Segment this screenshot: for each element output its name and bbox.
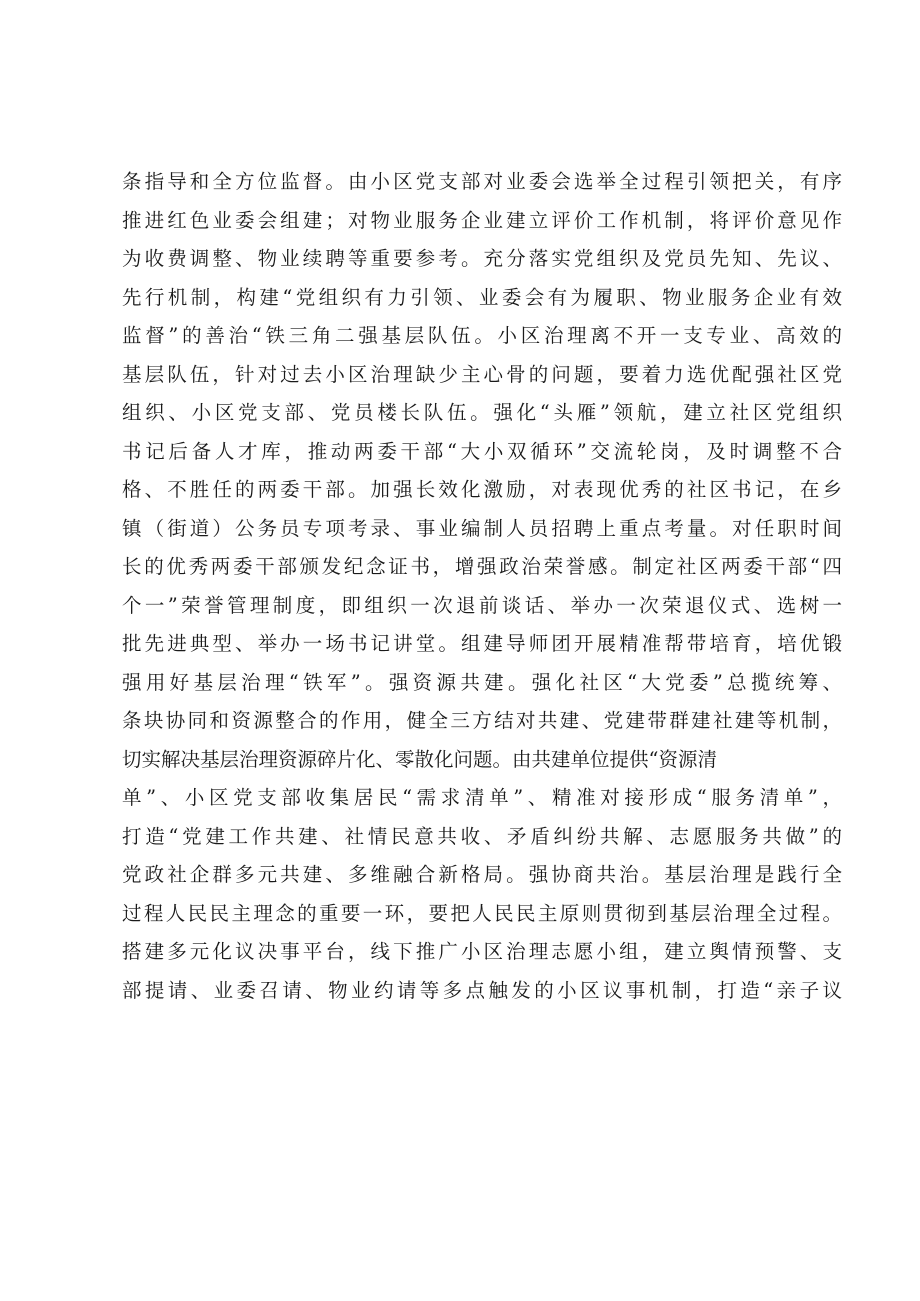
text-line: 组织、小区党支部、党员楼长队伍。强化“头雁”领航，建立社区党组织 [122, 401, 842, 424]
text-line: 推进红色业委会组建；对物业服务企业建立评价工作机制，将评价意见作 [122, 208, 842, 232]
text-line: 打造“党建工作共建、社情民意共收、矛盾纠纷共解、志愿服务共做”的 [122, 824, 842, 848]
text-line: 镇（街道）公务员专项考录、事业编制人员招聘上重点考量。对任职时间 [122, 516, 842, 540]
text-line: 部提请、业委召请、物业约请等多点触发的小区议事机制，打造“亲子议 [122, 978, 842, 1002]
text-line: 监督”的善治“铁三角二强基层队伍。小区治理离不开一支专业、高效的 [122, 324, 842, 347]
text-line: 为收费调整、物业续聘等重要参考。充分落实党组织及党员先知、先议、 [122, 247, 842, 270]
text-line: 书记后备人才库，推动两委干部“大小双循环”交流轮岗，及时调整不合 [122, 439, 842, 463]
text-line: 个一”荣誉管理制度，即组织一次退前谈话、举办一次荣退仪式、选树一 [122, 593, 842, 617]
text-line: 切实解决基层治理资源碎片化、零散化问题。由共建单位提供“资源清 [122, 747, 717, 771]
text-line: 先行机制，构建“党组织有力引领、业委会有为履职、物业服务企业有效 [122, 285, 842, 309]
text-line: 基层队伍，针对过去小区治理缺少主心骨的问题，要着力选优配强社区党 [122, 362, 842, 386]
text-line: 条指导和全方位监督。由小区党支部对业委会选举全过程引领把关，有序 [122, 170, 842, 193]
text-line: 格、不胜任的两委干部。加强长效化激励，对表现优秀的社区书记，在乡 [122, 478, 842, 501]
text-line: 长的优秀两委干部颁发纪念证书，增强政治荣誉感。制定社区两委干部“四 [122, 555, 842, 578]
text-line: 强用好基层治理“铁军”。强资源共建。强化社区“大党委”总揽统筹、 [122, 670, 842, 694]
text-line: 搭建多元化议决事平台，线下推广小区治理志愿小组，建立舆情预警、支 [122, 940, 842, 963]
text-line: 批先进典型、举办一场书记讲堂。组建导师团开展精准帮带培育，培优锻 [122, 632, 842, 655]
text-line: 条块协同和资源整合的作用，健全三方结对共建、党建带群建社建等机制， [122, 709, 842, 732]
body-paragraph [122, 163, 842, 1010]
text-line: 党政社企群多元共建、多维融合新格局。强协商共治。基层治理是践行全 [122, 863, 842, 886]
text-line: 单”、小区党支部收集居民“需求清单”、精准对接形成“服务清单”， [122, 786, 842, 809]
text-line: 过程人民民主理念的重要一环，要把人民民主原则贯彻到基层治理全过程。 [122, 901, 842, 925]
